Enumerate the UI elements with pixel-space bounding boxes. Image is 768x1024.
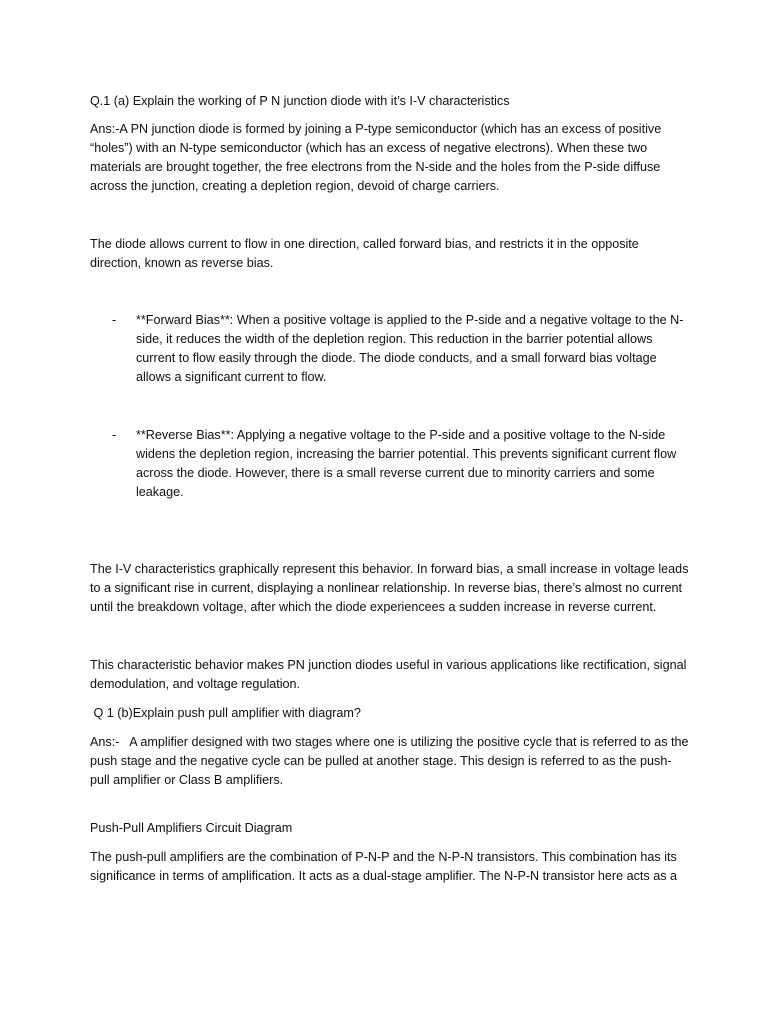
bullet-reverse-bias [112, 426, 690, 502]
q1a-answer-paragraph-4: This characteristic behavior makes PN junction diodes useful in various applications like rectification, signal demodulation, and voltage regulation. [90, 658, 687, 691]
q1b-subheading: Push-Pull Amplifiers Circuit Diagram [90, 821, 293, 835]
q1a-answer-paragraph-2: The diode allows current to flow in one direction, called forward bias, and restricts it in the opposite direction, known as reverse bias. [90, 237, 639, 270]
q1a-answer-paragraph-3: The I-V characteristics graphically represent this behavior. In forward bias, a small increase in voltage leads to a significant rise in current, displaying a nonlinear relationship. In reverse bias, there’s almost no current until the breakdown voltage, after which the diode experiencees a sudden increase in reverse current. [90, 562, 689, 614]
bullet-forward-bias [112, 311, 690, 387]
bullet-text: **Forward Bias**: When a positive voltage is applied to the P-side and a negative voltage to the N-side, it reduces the width of the depletion region. This reduction in the barrier potential allows current to flow easily through the diode. The diode conducts, and a small forward bias voltage allows a significant current to flow. [136, 313, 684, 384]
document-page [90, 92, 693, 896]
bullet-text: **Reverse Bias**: Applying a negative voltage to the P-side and a positive voltage to the N-side widens the depletion region, increasing the barrier potential. This prevents significant current flow across the diode. However, there is a small reverse current due to minority carriers and some leakage. [136, 428, 677, 499]
q1b-answer-paragraph-2: The push-pull amplifiers are the combination of P-N-P and the N-P-N transistors. This combination has its significance in terms of amplification. It acts as a dual-stage amplifier. The N-P-N transistor here acts as a [90, 850, 678, 883]
q1b-heading: Q 1 (b)Explain push pull amplifier with diagram? [90, 706, 361, 720]
q1b-answer-paragraph-1: Ans:- A amplifier designed with two stages where one is utilizing the positive cycle that is referred to as the push stage and the negative cycle can be pulled at another stage. This design is referred to as the push-pull amplifier or Class B amplifiers. [90, 735, 693, 787]
bullet-dash: - [112, 428, 117, 442]
q1a-answer-paragraph-1: Ans:-A PN junction diode is formed by joining a P-type semiconductor (which has an excess of positive “holes”) with an N-type semiconductor (which has an excess of negative electrons). When these two materials are brought together, the free electrons from the N-side and the holes from the P-side diffuse across the junction, creating a depletion region, devoid of charge carriers. [90, 122, 662, 193]
bullet-dash: - [112, 313, 117, 327]
q1a-heading: Q.1 (a) Explain the working of P N junction diode with it’s I-V characteristics [90, 94, 510, 108]
